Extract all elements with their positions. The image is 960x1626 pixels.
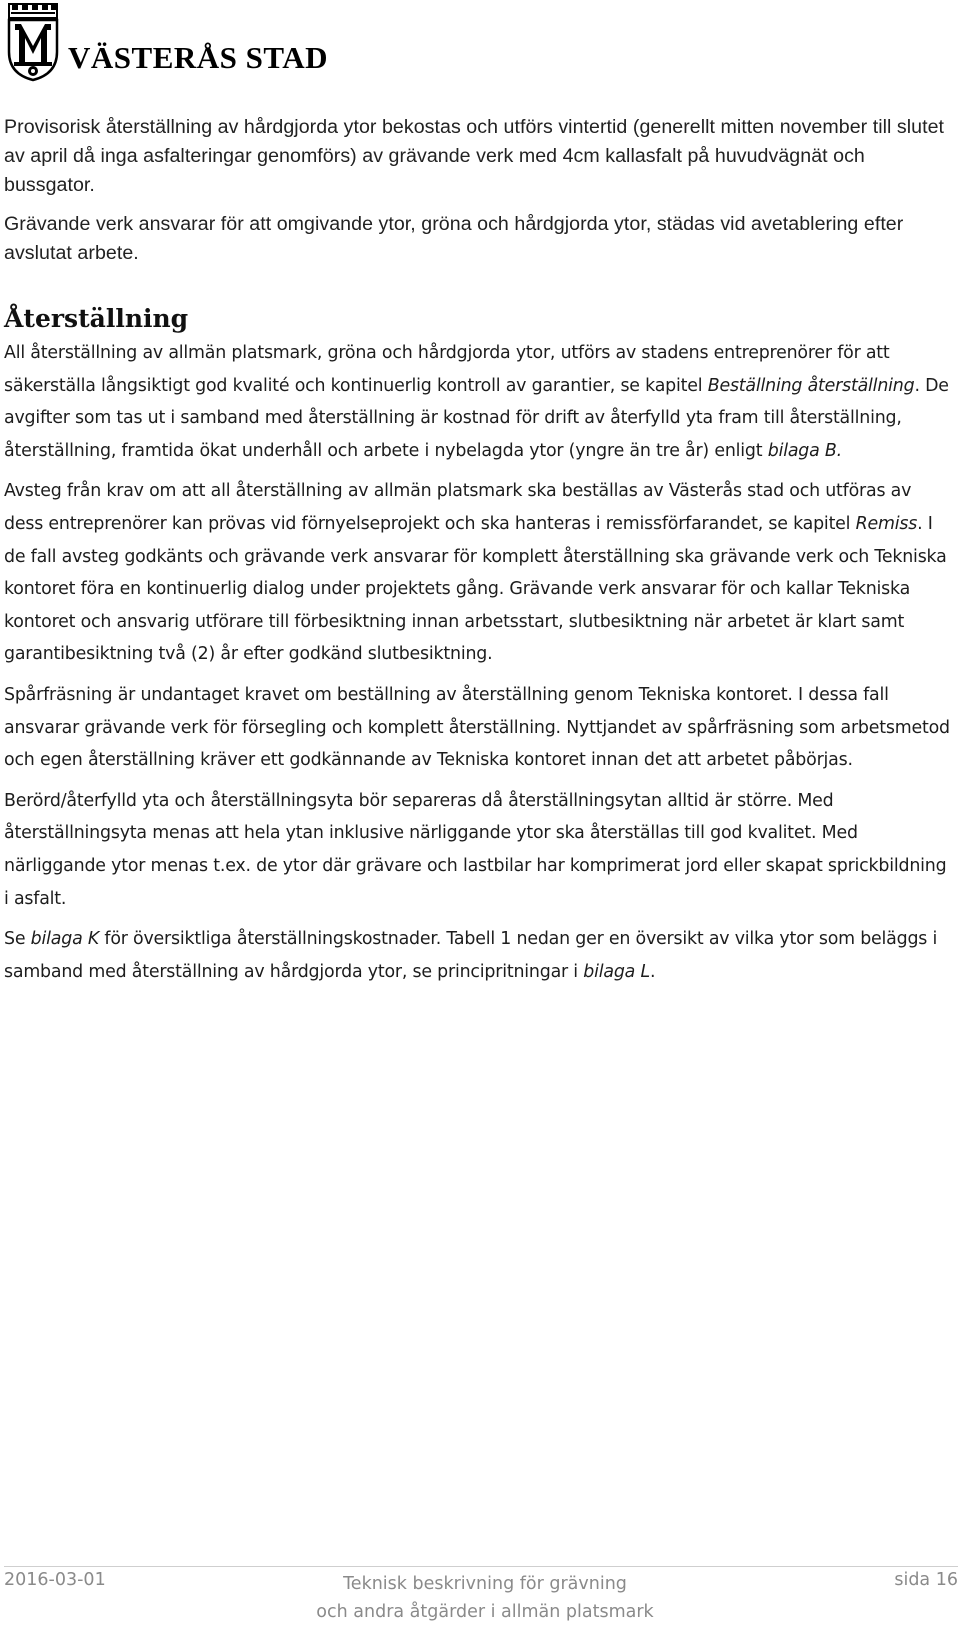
document-body — [4, 113, 954, 996]
footer-title-line1: Teknisk beskrivning för grävning — [343, 1574, 627, 1594]
paragraph-deviation — [4, 475, 954, 671]
text-run: . — [649, 961, 656, 982]
paragraph-cleanup: Grävande verk ansvarar för att omgivande ytor, gröna och hårdgjorda ytor, städas vid avetablering efter avslutat arbete. — [4, 213, 904, 264]
reference-appendix: bilaga K — [30, 929, 100, 950]
reference-chapter: Remiss — [855, 513, 918, 534]
text-run: för översiktliga återställningskostnader. Tabell 1 nedan ger en översikt av vilka ytor som beläggs i samband med återställning av hårdgjorda ytor, se principritningar i — [4, 929, 938, 982]
text-run: . De avgifter som tas ut i samband med återställning är kostnad för drift av återfylld yta fram till återställning, återställning, framtida ökat underhåll och arbete i nybelagda ytor (yngre än tre år) enligt — [4, 375, 949, 461]
header — [5, 2, 329, 86]
text-run: All återställning av allmän platsmark, gröna och hårdgjorda ytor, utförs av stadens entreprenörer för att säkerställa långsiktigt god kvalité och kontinuerlig kontroll av garantier, se kapitel — [4, 343, 890, 396]
text-run: . I de fall avsteg godkänts och grävande verk ansvarar för komplett återställning ska grävande verk och Tekniska kontoret föra en kontinuerlig dialog under projektets gång. Grävande verk ansvarar för och kallar Tekniska kontoret och ansvarig utförare till förbesiktning innan arbetsstart, slutbesiktning när arbetet är klart samt garantibesiktning två (2) år efter godkänd slutbesiktning. — [4, 513, 947, 665]
footer-divider — [4, 1566, 958, 1567]
page-number: sida 16 — [894, 1570, 958, 1590]
paragraph-provisional-restoration: Provisorisk återställning av hårdgjorda ytor bekostas och utförs vintertid (generellt mitten november till slutet av april då inga asfalteringar genomförs) av grävande verk med 4cm kallasfalt på huvudvägnät och bussgator. — [4, 116, 945, 196]
footer-title — [290, 1570, 680, 1626]
footer-title-line2: och andra åtgärder i allmän platsmark — [316, 1602, 654, 1622]
reference-chapter: Beställning återställning — [707, 375, 915, 396]
footer-date: 2016-03-01 — [4, 1570, 106, 1590]
text-run: Avsteg från krav om att all återställning av allmän platsmark ska beställas av Västerås stad och utföras av dess entreprenörer kan prövas vid förnyelseprojekt och ska hanteras i remissförfarandet, se kapitel — [4, 481, 912, 534]
page-footer — [4, 1566, 958, 1622]
paragraph-restoration-area: Berörd/återfylld yta och återställningsyta bör separeras då återställningsytan alltid är större. Med återställningsyta menas att hela ytan inklusive närliggande ytor ska återställas till god kvalitet. Med närliggande ytor menas t.ex. de ytor där grävare och lastbilar har komprimerat jord eller skapat sprickbildning i asfalt. — [4, 790, 947, 909]
paragraph-milling: Spårfräsning är undantaget kravet om beställning av återställning genom Tekniska kontoret. I dessa fall ansvarar grävande verk för försegling och komplett återställning. Nyttjandet av spårfräsning som arbetsmetod och egen återställning kräver ett godkännande av Tekniska kontoret innan det att arbetet påbörjas. — [4, 684, 950, 771]
city-coat-of-arms-icon — [5, 2, 61, 82]
reference-appendix: bilaga L — [583, 961, 650, 982]
section-heading: Återställning — [4, 304, 189, 333]
paragraph-restoration-all — [4, 337, 954, 467]
paragraph-costs — [4, 923, 954, 988]
reference-appendix: bilaga B. — [767, 440, 842, 461]
text-run: Se — [4, 929, 31, 950]
org-name: VÄSTERÅS STAD — [68, 40, 329, 75]
